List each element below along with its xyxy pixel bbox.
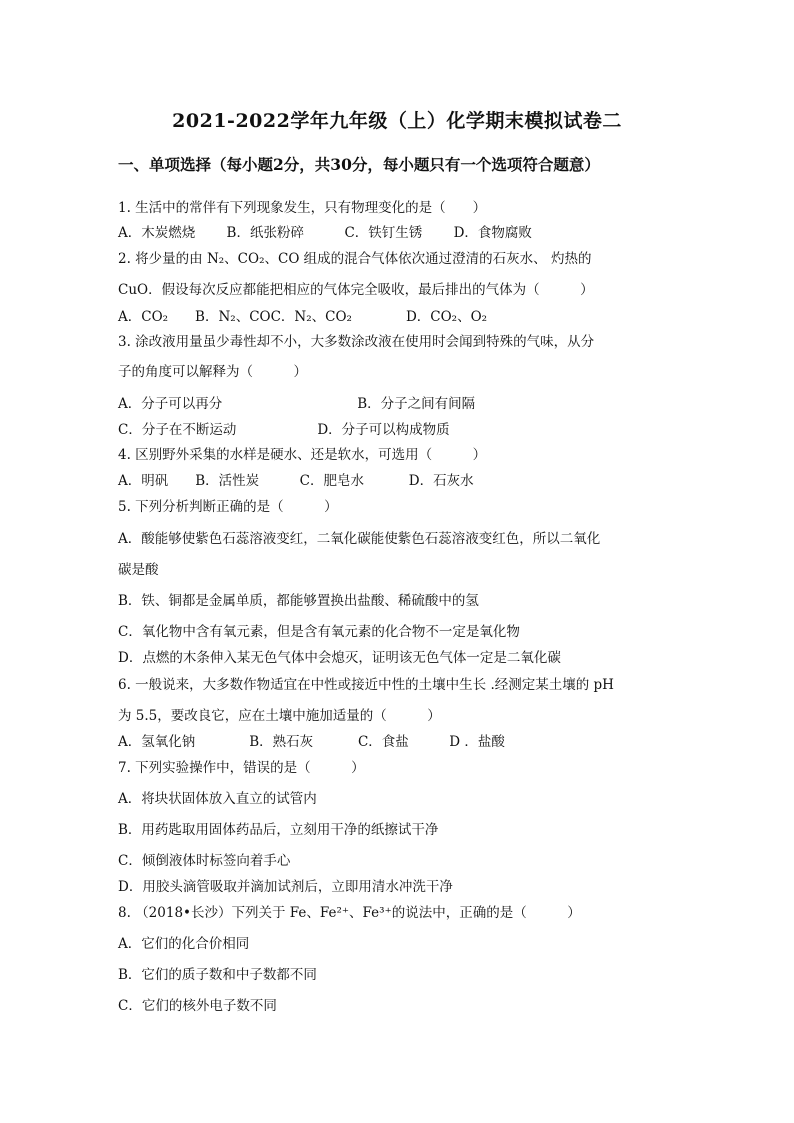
question-3-stem: 3. 涂改液用量虽少毒性却不小，大多数涂改液在使用时会闻到特殊的气味，从分 bbox=[118, 334, 595, 350]
question-3-stem-cont: 子的角度可以解释为（ ） bbox=[118, 364, 307, 380]
question-6-options: A．氢氧化钠 B．熟石灰 C．食盐 D ．盐酸 bbox=[118, 734, 505, 750]
question-1-stem: 1. 生活中的常伴有下列现象发生，只有物理变化的是（ ） bbox=[118, 200, 487, 216]
question-6-stem-cont: 为 5.5，要改良它，应在土壤中施加适量的（ ） bbox=[118, 708, 441, 724]
question-4-options: A．明矾 B．活性炭 C．肥皂水 D．石灰水 bbox=[118, 473, 474, 489]
question-2-options: A．CO₂ B．N₂、COC．N₂、CO₂ D．CO₂、O₂ bbox=[118, 309, 488, 325]
question-5-option-a-cont: 碳是酸 bbox=[118, 562, 159, 578]
question-4-stem: 4. 区别野外采集的水样是硬水、还是软水，可选用（ ） bbox=[118, 447, 487, 463]
question-5-option-d: D．点燃的木条伸入某无色气体中会熄灭，证明该无色气体一定是二氧化碳 bbox=[118, 650, 561, 666]
question-3-options-ab: A．分子可以再分 B．分子之间有间隔 bbox=[118, 396, 476, 412]
question-2-stem: 2. 将少量的由 N₂、CO₂、CO 组成的混合气体依次通过澄清的石灰水、 灼热的 bbox=[118, 251, 592, 267]
question-8-option-c: C．它们的核外电子数不同 bbox=[118, 998, 277, 1014]
question-8-option-b: B．它们的质子数和中子数都不同 bbox=[118, 967, 317, 983]
question-8-stem: 8. （2018•长沙）下列关于 Fe、Fe²⁺、Fe³⁺的说法中，正确的是（ ） bbox=[118, 905, 581, 921]
question-1-options: A．木炭燃烧 B．纸张粉碎 C．铁钉生锈 D．食物腐败 bbox=[118, 225, 532, 241]
question-5-option-c: C．氧化物中含有氧元素，但是含有氧元素的化合物不一定是氧化物 bbox=[118, 624, 520, 640]
question-6-stem: 6. 一般说来，大多数作物适宜在中性或接近中性的土壤中生长 .经测定某土壤的 pH bbox=[118, 677, 614, 693]
question-7-option-b: B．用药匙取用固体药品后，立刻用干净的纸擦试干净 bbox=[118, 822, 439, 838]
question-3-options-cd: C．分子在不断运动 D．分子可以构成物质 bbox=[118, 422, 450, 438]
question-7-option-d: D．用胶头滴管吸取并滴加试剂后，立即用清水冲洗干净 bbox=[118, 879, 453, 895]
question-2-stem-cont: CuO．假设每次反应都能把相应的气体完全吸收，最后排出的气体为（ ） bbox=[118, 282, 594, 298]
question-7-option-c: C．倾倒液体时标签向着手心 bbox=[118, 853, 291, 869]
question-5-stem: 5. 下列分析判断正确的是（ ） bbox=[118, 499, 338, 515]
question-7-stem: 7. 下列实验操作中，错误的是（ ） bbox=[118, 760, 365, 776]
question-5-option-b: B．铁、铜都是金属单质，都能够置换出盐酸、稀硫酸中的氢 bbox=[118, 593, 479, 609]
question-7-option-a: A．将块状固体放入直立的试管内 bbox=[118, 791, 317, 807]
page-title: 2021-2022学年九年级（上）化学期末模拟试卷二 bbox=[172, 110, 622, 132]
question-5-option-a: A．酸能够使紫色石蕊溶液变红，二氧化碳能使紫色石蕊溶液变红色，所以二氧化 bbox=[118, 531, 601, 547]
section-heading: 一、单项选择（每小题2分，共30分，每小题只有一个选项符合题意） bbox=[118, 155, 600, 174]
question-8-option-a: A．它们的化合价相同 bbox=[118, 936, 250, 952]
